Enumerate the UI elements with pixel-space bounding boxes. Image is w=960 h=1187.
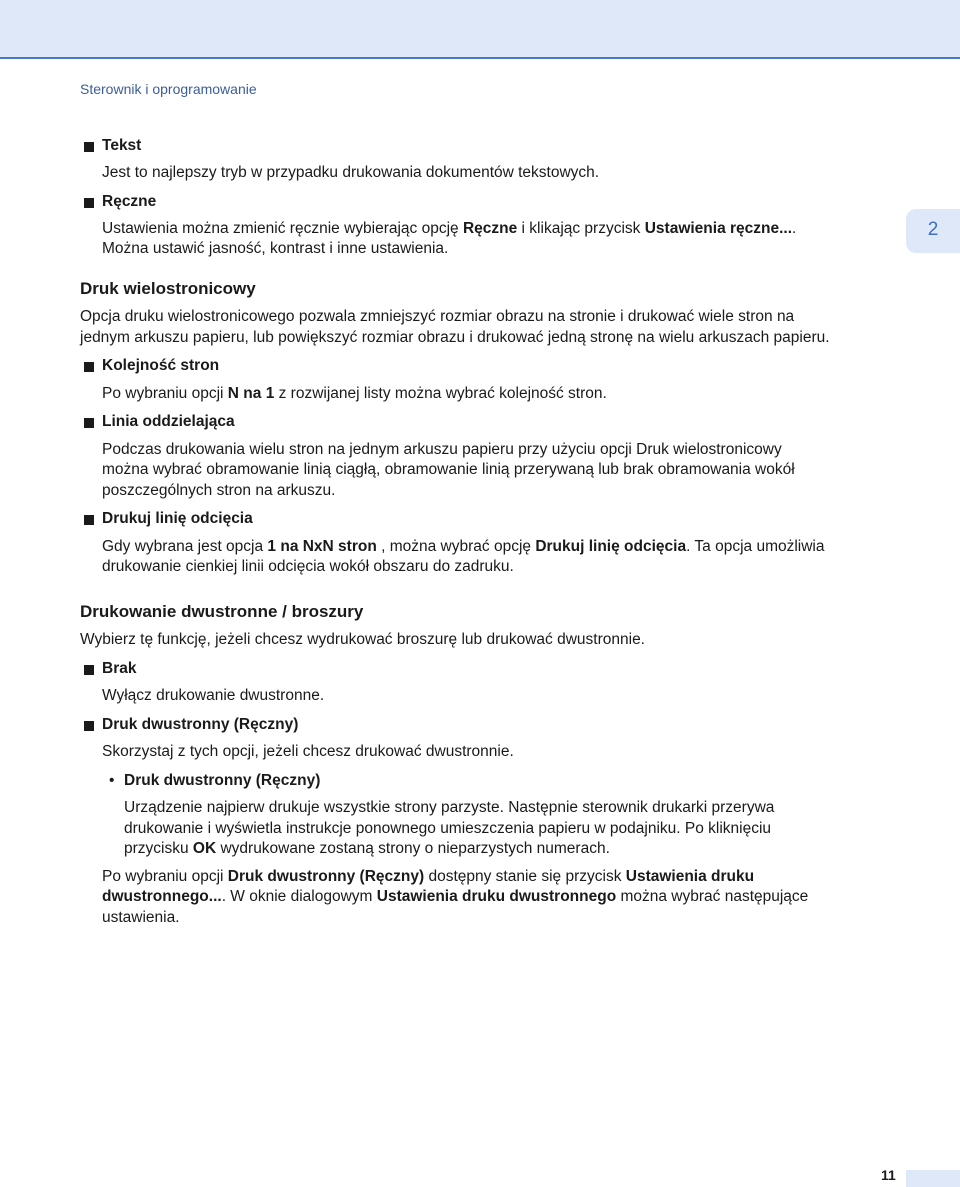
- bullet-drukuj-linie-odciecia: Drukuj linię odcięcia: [80, 509, 900, 530]
- square-bullet-icon: [84, 665, 94, 675]
- header-band: [0, 0, 960, 59]
- square-bullet-icon: [84, 198, 94, 208]
- square-bullet-icon: [84, 418, 94, 428]
- square-bullet-icon: [84, 142, 94, 152]
- reczny-body: Skorzystaj z tych opcji, jeżeli chcesz drukować dwustronnie.: [102, 743, 514, 760]
- subbullet-druk-dwustronny-reczny: • Druk dwustronny (Ręczny): [102, 771, 900, 792]
- bullet-tekst: Tekst: [80, 136, 900, 157]
- chapter-number: 2: [927, 219, 939, 240]
- square-bullet-icon: [84, 362, 94, 372]
- tekst-body: Jest to najlepszy tryb w przypadku drukowania dokumentów tekstowych.: [102, 163, 600, 181]
- square-bullet-icon: [84, 515, 94, 525]
- odciecie-body: Gdy wybrana jest opcja 1 na NxN stron , można wybrać opcję Drukuj linię odcięcia. Ta opcja umożliwia drukowanie cienkiej linii odcięcia wokół obszaru do zadruku.: [102, 537, 825, 575]
- heading-druk-wielostronicowy: Druk wielostronicowy: [80, 278, 256, 298]
- reczne-body: Ustawienia można zmienić ręcznie wybierając opcję Ręczne i klikając przycisk Ustawienia ręczne.... Można ustawić jasność, kontrast i inne ustawienia.: [102, 219, 797, 257]
- druk-wielo-intro: Opcja druku wielostronicowego pozwala zmniejszyć rozmiar obrazu na stronie i drukować wiele stron na jednym arkuszu papieru, lub powiększyć rozmiar obrazu i drukować jedną stronę na wielu arkuszach papieru.: [80, 308, 830, 346]
- chapter-tab: [906, 209, 960, 253]
- heading-drukowanie-dwustronne: Drukowanie dwustronne / broszury: [80, 601, 364, 621]
- bullet-druk-dwustronny-reczny: Druk dwustronny (Ręczny): [80, 715, 900, 736]
- dot-bullet-icon: •: [109, 771, 115, 789]
- reczny-detail: Urządzenie najpierw drukuje wszystkie strony parzyste. Następnie sterownik drukarki przerywa drukowanie i wyświetla instrukcje ponownego umieszczenia papieru w podajniku. Po kliknięciu przycisku OK wydrukowane zostaną strony o nieparzystych numerach.: [124, 799, 775, 857]
- bullet-linia-oddzielajaca: Linia oddzielająca: [80, 412, 900, 433]
- dwustronne-final: Po wybraniu opcji Druk dwustronny (Ręczny) dostępny stanie się przycisk Ustawienia druku dwustronnego.... W oknie dialogowym Ustawienia druku dwustronnego można wybrać następujące ustawienia.: [102, 867, 809, 926]
- page-content: [80, 136, 900, 928]
- bullet-brak: Brak: [80, 659, 900, 680]
- page-number: 11: [881, 1167, 896, 1183]
- running-header: Sterownik i oprogramowanie: [80, 81, 257, 97]
- dwustronne-intro: Wybierz tę funkcję, jeżeli chcesz wydrukować broszurę lub drukować dwustronnie.: [80, 631, 645, 648]
- page-number-tab: [906, 1170, 960, 1187]
- bullet-reczne: Ręczne: [80, 192, 900, 213]
- brak-body: Wyłącz drukowanie dwustronne.: [102, 687, 325, 704]
- bullet-kolejnosc-stron: Kolejność stron: [80, 356, 900, 377]
- square-bullet-icon: [84, 721, 94, 731]
- linia-body: Podczas drukowania wielu stron na jednym arkuszu papieru przy użyciu opcji Druk wielostronicowy można wybrać obramowanie linią ciągłą, obramowanie linią przerywaną lub brak obramowania wokół poszczególnych stron na arkuszu.: [102, 440, 795, 499]
- kolejnosc-body: Po wybraniu opcji N na 1 z rozwijanej listy można wybrać kolejność stron.: [102, 384, 607, 402]
